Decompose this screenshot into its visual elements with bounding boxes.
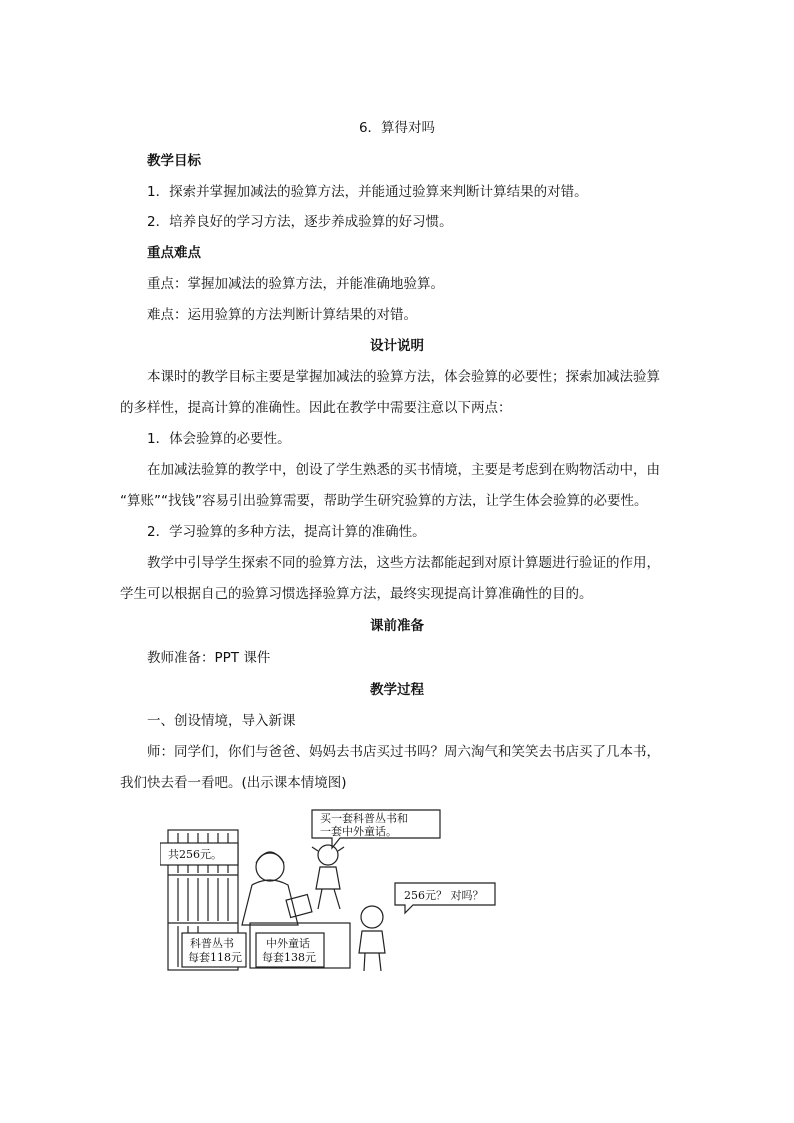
boy-bubble-text: 256元？ 对吗？ [404, 889, 484, 902]
design-para1-line1: 本课时的教学目标主要是掌握加减法的验算方法，体会验算的必要性；探索加减法验算 [147, 369, 660, 385]
bookstore-illustration [160, 805, 510, 975]
girl-figure [312, 845, 344, 909]
prep-text: 教师准备：PPT 课件 [147, 650, 271, 666]
goal-2: 2．培养良好的学习方法，逐步养成验算的好习惯。 [147, 214, 453, 230]
design-para1-line2: 的多样性，提高计算的准确性。因此在教学中需要注意以下两点： [120, 400, 512, 416]
total-sign-text: 共256元。 [168, 848, 222, 861]
boy-figure [359, 906, 385, 971]
design-item-1: 1．体会验算的必要性。 [147, 431, 291, 447]
heading-key-points: 重点难点 [147, 245, 201, 261]
goal-1: 1．探索并掌握加减法的验算方法，并能通过验算来判断计算结果的对错。 [147, 184, 588, 200]
design-para2-line2: “算账”“找钱”容易引出验算需要，帮助学生研究验算的方法，让学生体会验算的必要性。 [120, 493, 648, 509]
price-label-1-line-1: 科普丛书 [190, 937, 234, 950]
price-label-2-line-2: 每套138元 [262, 951, 316, 964]
difficult-point: 难点：运用验算的方法判断计算结果的对错。 [147, 307, 417, 323]
girl-bubble-line-1: 买一套科普丛书和 [320, 812, 408, 825]
key-point: 重点：掌握加减法的验算方法，并能准确地验算。 [147, 276, 444, 292]
design-item-2: 2．学习验算的多种方法，提高计算的准确性。 [147, 524, 426, 540]
page-title: 6．算得对吗 [358, 120, 436, 136]
design-para3-line1: 教学中引导学生探索不同的验算方法，这些方法都能起到对原计算题进行验证的作用， [147, 555, 660, 571]
heading-design: 设计说明 [370, 338, 424, 354]
price-label-1-line-2: 每套118元 [188, 951, 242, 964]
heading-prep: 课前准备 [370, 618, 424, 634]
price-label-2-line-1: 中外童话 [266, 937, 310, 950]
teacher-line-2: 我们快去看一看吧。(出示课本情境图) [120, 775, 347, 791]
girl-bubble-line-2: 一套中外童话。 [320, 825, 397, 838]
step-1: 一、创设情境，导入新课 [147, 713, 296, 729]
heading-process: 教学过程 [370, 682, 424, 698]
shopkeeper-figure [242, 852, 312, 925]
teacher-line-1: 师：同学们，你们与爸爸、妈妈去书店买过书吗？周六淘气和笑笑去书店买了几本书， [147, 744, 660, 760]
design-para2-line1: 在加减法验算的教学中，创设了学生熟悉的买书情境，主要是考虑到在购物活动中，由 [147, 462, 660, 478]
heading-goals: 教学目标 [147, 153, 201, 169]
design-para3-line2: 学生可以根据自己的验算习惯选择验算方法，最终实现提高计算准确性的目的。 [120, 586, 593, 602]
